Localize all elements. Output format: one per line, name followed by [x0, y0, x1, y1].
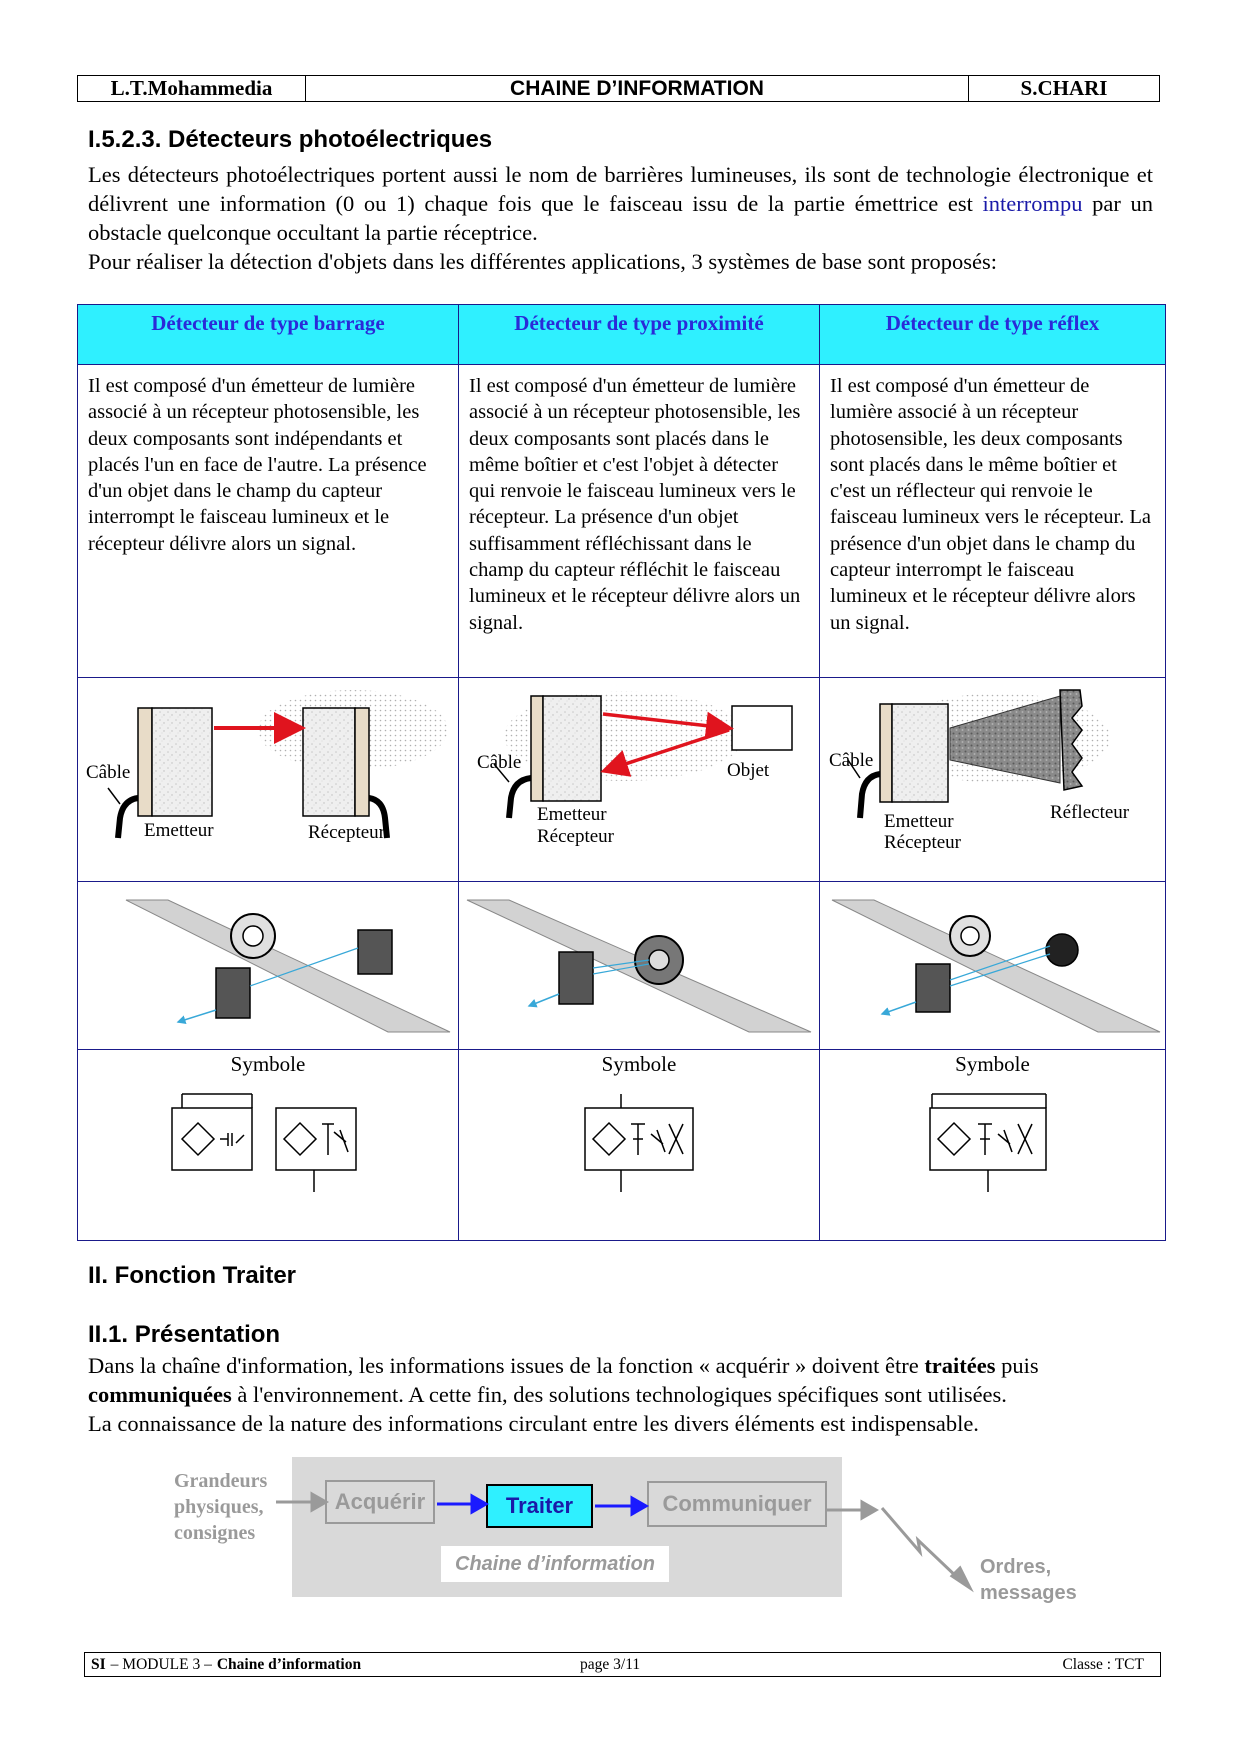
output-line-2: messages: [980, 1582, 1077, 1604]
receiver-box: [303, 708, 355, 816]
symbol-label: Symbole: [230, 1052, 306, 1076]
emitter-receiver-face: [531, 696, 543, 801]
page-header: [77, 75, 1160, 102]
table-description-row: [78, 365, 1166, 678]
label-objet: Objet: [727, 760, 770, 781]
description-reflex: Il est composé d'un émetteur de lumière associé à un récepteur photosensible, les deux composants sont placés dans le même boîtier et c'est un réflecteur qui renvoie le faisceau lumineux vers le récepteur. La présence d'un objet dans le champ du capteur interrompt le faisceau lumineux et le récepteur délivre alors un signal.: [830, 375, 1152, 634]
arrow-traiter-communiquer-head: [632, 1498, 646, 1514]
scene-barrage: [78, 882, 458, 1049]
presentation-paragraph: [88, 1351, 1153, 1409]
description-proximite: Il est composé d'un émetteur de lumière associé à un récepteur photosensible, les deux composants sont placés dans le même boîtier et c'est l'objet à détecter qui renvoie le faisceau lumineux vers le récepteur. La présence d'un objet suffisamment réfléchissant dans le champ du capteur réfléchit le faisceau lumineux et le récepteur délivre alors un signal.: [469, 375, 801, 634]
diagram-proximite: [459, 678, 819, 881]
symbol-label: Symbole: [601, 1052, 677, 1076]
subsection-heading-presentation: II.1. Présentation: [88, 1321, 281, 1348]
label-recepteur: Récepteur: [537, 826, 615, 847]
intro-text-1: Les détecteurs photoélectriques portent aussi le nom de barrières lumineuses, ils sont de technologie électronique et délivrent une information (0 ou 1) chaque fois que le faisceau issu de la partie émettrice est: [88, 162, 1153, 216]
symbol-cell-proximite: [459, 1050, 819, 1240]
label-cable: Câble: [829, 750, 874, 771]
presentation-text-e: à l'environnement. A cette fin, des solutions technologiques spécifiques sont utilisées.: [237, 1382, 1007, 1407]
intro-text-2: par un obstacle quelconque occultant la partie réceptrice.: [88, 191, 1153, 245]
label-recepteur: Récepteur: [884, 832, 962, 853]
lightning-arrow-head: [952, 1568, 970, 1588]
intro-paragraph: [88, 160, 1153, 247]
section-heading-traiter: II. Fonction Traiter: [88, 1262, 297, 1289]
box-acquerir: Acquérir: [325, 1480, 435, 1524]
footer-page: page 3/11: [580, 1655, 641, 1673]
header-reflex: Détecteur de type réflex: [820, 305, 1166, 365]
table-header-row: [78, 305, 1166, 365]
header-school: L.T.Mohammedia: [78, 76, 306, 101]
label-emetteur: Emetteur: [884, 811, 954, 832]
receiver-face: [355, 708, 369, 816]
object-box: [732, 706, 792, 750]
header-title: CHAINE D’INFORMATION: [306, 76, 969, 101]
label-emetteur: Emetteur: [144, 820, 214, 841]
cable: [860, 774, 880, 818]
label-cable: Câble: [477, 752, 522, 773]
sensor-block: [559, 952, 593, 1004]
chain-label: Chaine d’information: [441, 1546, 669, 1582]
symbol-cell-reflex: [820, 1050, 1165, 1240]
receiver-block: [358, 930, 392, 974]
box-traiter: Traiter: [486, 1484, 593, 1528]
presentation-text-c: puis: [1001, 1353, 1039, 1378]
output-arrow: [178, 1010, 216, 1022]
diagram-input-label: [174, 1468, 267, 1546]
emitter-face: [138, 708, 152, 816]
scene-proximite: [459, 882, 819, 1049]
arrow-input-head: [312, 1494, 326, 1510]
presentation-paragraph-2: La connaissance de la nature des informations circulant entre les divers éléments est indispensable.: [88, 1411, 979, 1436]
arrow-acquerir-traiter-head: [472, 1496, 486, 1512]
box-communiquer: Communiquer: [647, 1481, 827, 1527]
table-diagram-row: [78, 678, 1166, 882]
emitter-block: [216, 968, 250, 1018]
emitter-receiver-box: [892, 704, 948, 802]
detector-table: [77, 304, 1166, 1241]
intro-paragraph-2: Pour réaliser la détection d'objets dans les différentes applications, 3 systèmes de base sont proposés:: [88, 249, 998, 274]
presentation-text-a: Dans la chaîne d'information, les informations issues de la fonction « acquérir » doivent être: [88, 1353, 919, 1378]
label-cable: Câble: [86, 762, 131, 783]
input-line-2: physiques,: [174, 1496, 264, 1518]
output-arrow: [882, 1002, 916, 1014]
conveyor-belt: [126, 900, 450, 1032]
input-line-3: consignes: [174, 1522, 256, 1544]
conveyor-belt: [832, 900, 1160, 1032]
arrow-output-head: [862, 1502, 876, 1518]
label-recepteur: Récepteur: [308, 822, 386, 843]
cable-pointer: [108, 788, 120, 804]
cable-emitter: [118, 798, 138, 838]
presentation-bold-communiquees: communiquées: [88, 1382, 232, 1407]
scene-reflex: [820, 882, 1165, 1049]
output-arrow: [529, 994, 559, 1006]
emitter-receiver-box: [543, 696, 601, 801]
footer-chapter: Chaine d’information: [216, 1655, 362, 1673]
header-barrage: Détecteur de type barrage: [78, 305, 459, 365]
emitter-receiver-face: [880, 704, 892, 802]
symbol-reflex: [820, 1080, 1166, 1240]
footer-si: SI: [91, 1655, 106, 1673]
symbol-label: Symbole: [955, 1052, 1030, 1076]
intro-link-interrompu: interrompu: [982, 191, 1083, 216]
diagram-reflex: [820, 678, 1165, 881]
footer-module: – MODULE 3 –: [110, 1655, 212, 1673]
label-emetteur: Emetteur: [537, 804, 607, 825]
diagram-barrage: [78, 678, 458, 881]
cable: [509, 778, 531, 818]
header-author: S.CHARI: [1020, 76, 1108, 100]
symbol-barrage: [78, 1080, 459, 1240]
input-line-1: Grandeurs: [174, 1470, 268, 1492]
symbol-proximite: [459, 1080, 820, 1240]
footer-classe: Classe : TCT: [1062, 1655, 1144, 1673]
output-line-1: Ordres,: [980, 1556, 1052, 1578]
label-reflecteur: Réflecteur: [1050, 802, 1130, 823]
sensor-block: [916, 964, 950, 1012]
presentation-bold-traitees: traitées: [924, 1353, 996, 1378]
table-scene-row: [78, 882, 1166, 1050]
lightning-arrow: [882, 1508, 960, 1580]
description-barrage: Il est composé d'un émetteur de lumière associé à un récepteur photosensible, les deux composants sont indépendants et placés l'un en face de l'autre. La présence d'un objet dans le champ du capteur interrompt le faisceau lumineux et le récepteur délivre alors un signal.: [88, 375, 427, 555]
table-symbol-row: [78, 1050, 1166, 1241]
reflector-disc: [1046, 934, 1078, 966]
emitter-box: [152, 708, 212, 816]
symbol-cell-barrage: [78, 1050, 458, 1240]
page-footer: [84, 1652, 1161, 1677]
section-heading-detecteurs: I.5.2.3. Détecteurs photoélectriques: [88, 126, 493, 153]
diagram-output-label: [980, 1554, 1077, 1606]
header-proximite: Détecteur de type proximité: [459, 305, 820, 365]
